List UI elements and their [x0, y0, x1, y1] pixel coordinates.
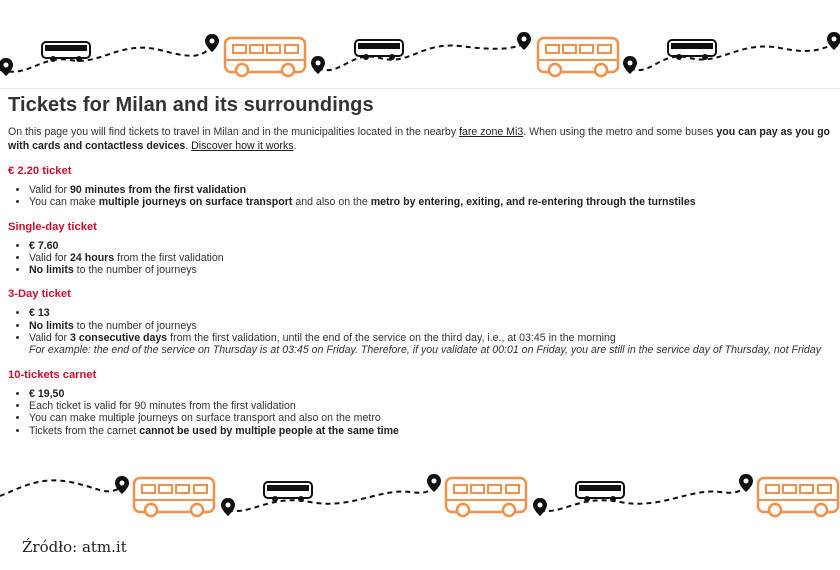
- list-item: • You can make multiple journeys on surface transport and also on the metro: [29, 412, 840, 424]
- section-title: 3-Day ticket: [8, 288, 71, 301]
- city-bus-icon: [758, 478, 838, 516]
- list-item: • € 13: [29, 307, 840, 319]
- map-pin-icon: [517, 32, 531, 50]
- city-bus-icon: [134, 478, 214, 516]
- list-item: • You can make multiple journeys on surface transport and also on the metro by entering, exiting, and re-entering through the turnstiles: [29, 196, 840, 208]
- list-item: • Tickets from the carnet cannot be used by multiple people at the same time: [29, 425, 840, 437]
- map-pin-icon: [427, 474, 441, 492]
- discover-how-link[interactable]: Discover how it works: [191, 140, 294, 152]
- map-pin-icon: [0, 58, 13, 76]
- dashed-route-line: [540, 486, 746, 511]
- list-item: • Valid for 3 consecutive days from the first validation, until the end of the service on the third day, i.e., at 03:45 in the morning For example: the end of the service on Thursday is at 03:45 on Friday. Therefore, if you validate at 00:01 on Friday, you are still in the service day of Thursday, not Friday: [29, 332, 840, 357]
- list-item: • No limits to the number of journeys: [29, 264, 840, 276]
- intro-paragraph: On this page you will find tickets to travel in Milan and in the municipalities located in the nearby fare zone Mi3. When using the metro and some buses you can pay as you go with cards and contactless devices. Discover how it works.: [8, 126, 831, 152]
- dashed-route-line: [228, 486, 434, 511]
- ticket-details-list: [8, 307, 840, 356]
- list-item: • Valid for 90 minutes from the first validation: [29, 184, 840, 196]
- city-bus-icon: [538, 38, 618, 76]
- dashed-route-line: [0, 48, 210, 72]
- section-title: 10-tickets carnet: [8, 368, 97, 381]
- coach-bus-icon: [355, 40, 403, 60]
- map-pin-icon: [205, 34, 219, 52]
- ticket-details-list: [8, 388, 840, 437]
- fare-zone-link[interactable]: fare zone Mi3: [459, 126, 524, 138]
- list-item: • Each ticket is valid for 90 minutes from the first validation: [29, 400, 840, 412]
- map-pin-icon: [115, 476, 129, 494]
- ticket-details-list: [8, 240, 840, 277]
- section-title: Single-day ticket: [8, 220, 97, 233]
- map-pin-icon: [623, 56, 637, 74]
- coach-bus-icon: [576, 482, 624, 502]
- top-route-banner: [0, 0, 840, 90]
- banner-divider: [0, 88, 840, 89]
- list-item: • € 7.60: [29, 240, 840, 252]
- source-caption: Źródło: atm.it: [22, 538, 127, 556]
- city-bus-icon: [225, 38, 305, 76]
- example-note: For example: the end of the service on Thursday is at 03:45 on Friday. Therefore, if you validate at 00:01 on Friday, you are still in the service day of Thursday, not Friday: [29, 344, 821, 357]
- map-pin-icon: [311, 56, 325, 74]
- ticket-details-list: [8, 184, 840, 209]
- city-bus-icon: [446, 478, 526, 516]
- list-item: • Valid for 24 hours from the first validation: [29, 252, 840, 264]
- dashed-route-line: [630, 44, 834, 70]
- map-pin-icon: [827, 32, 840, 50]
- list-item: • € 19,50: [29, 388, 840, 400]
- map-pin-icon: [533, 498, 547, 516]
- map-pin-icon: [739, 474, 753, 492]
- section-title: € 2.20 ticket: [8, 165, 72, 177]
- map-pin-icon: [221, 498, 235, 516]
- dashed-route-line: [318, 44, 524, 70]
- coach-bus-icon: [668, 40, 716, 60]
- coach-bus-icon: [264, 482, 312, 502]
- dashed-route-line: [0, 480, 120, 496]
- main-content: [8, 94, 840, 437]
- coach-bus-icon: [42, 42, 90, 62]
- page-title: Tickets for Milan and its surroundings: [8, 94, 374, 116]
- list-item: • No limits to the number of journeys: [29, 320, 840, 332]
